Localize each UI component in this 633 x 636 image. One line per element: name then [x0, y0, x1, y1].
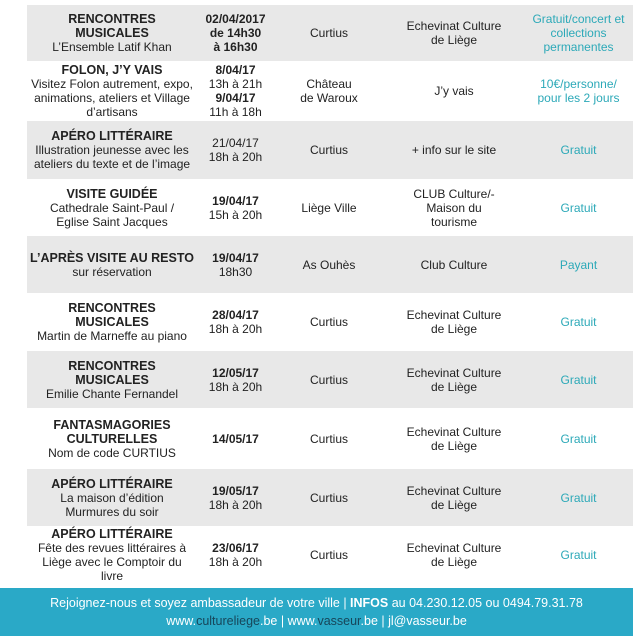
event-description: animations, ateliers et Village: [34, 91, 190, 105]
footer-infos-label: INFOS: [350, 596, 389, 610]
event-description: d’artisans: [86, 105, 138, 119]
date-cell: [197, 527, 274, 583]
date-cell: [197, 294, 274, 350]
event-cell: [27, 62, 197, 120]
event-organizer: J’y vais: [434, 84, 474, 98]
event-place: Château: [306, 77, 352, 91]
table-row: [27, 294, 633, 351]
price-cell: [524, 180, 633, 235]
footer-line-1: [0, 594, 633, 612]
place-cell: [274, 351, 384, 408]
event-price: 10€/personne/: [540, 77, 617, 91]
event-organizer: + info sur le site: [411, 143, 497, 157]
event-description: Martin de Marneffe au piano: [37, 329, 187, 343]
place-cell: [274, 236, 384, 293]
table-row: [27, 121, 633, 180]
event-description: L’Ensemble Latif Khan: [52, 40, 172, 54]
event-title: RENCONTRES MUSICALES: [68, 358, 156, 387]
event-time: 18h à 20h: [208, 555, 263, 569]
event-description: Visitez Folon autrement, expo,: [31, 77, 193, 91]
price-cell: [524, 294, 633, 350]
event-price: pour les 2 jours: [537, 91, 620, 105]
table-row: [27, 469, 633, 527]
event-title: FANTASMAGORIES: [53, 417, 171, 432]
event-time: de 14h30: [209, 26, 262, 40]
footer-banner: [0, 588, 633, 636]
event-time: à 16h30: [213, 40, 258, 54]
event-cell: [27, 409, 197, 468]
place-cell: [274, 527, 384, 583]
event-title: FOLON, J’Y VAIS: [61, 63, 163, 77]
event-time: 15h à 20h: [208, 207, 263, 222]
price-cell: [524, 121, 633, 179]
table-row: [27, 180, 633, 236]
event-place: As Ouhès: [302, 257, 356, 272]
event-place: Curtius: [309, 548, 348, 562]
event-date: 19/05/17: [212, 483, 259, 498]
place-cell: [274, 294, 384, 350]
organizer-cell: [384, 5, 524, 61]
event-place: Curtius: [309, 372, 348, 387]
event-time: 11h à 18h: [209, 105, 262, 119]
organizer-cell: [384, 62, 524, 120]
price-cell: [524, 469, 633, 526]
event-time: 18h30: [218, 264, 253, 279]
event-description: La maison d’édition: [60, 490, 164, 505]
date-cell: [197, 469, 274, 526]
place-cell: [274, 5, 384, 61]
events-table: [27, 5, 633, 584]
footer-tld-1[interactable]: .be | www.: [260, 614, 318, 628]
place-cell: [274, 62, 384, 120]
event-time: 18h à 20h: [208, 150, 263, 164]
event-organizer: de Liège: [430, 322, 478, 336]
event-title: APÉRO LITTÉRAIRE: [51, 527, 173, 541]
event-cell: [27, 294, 197, 350]
event-date: 14/05/17: [212, 431, 259, 446]
event-date: 19/04/17: [212, 250, 259, 265]
date-cell: [197, 121, 274, 179]
price-cell: [524, 409, 633, 468]
event-organizer: Echevinat Culture: [406, 541, 502, 555]
event-description: Murmures du soir: [65, 504, 159, 519]
organizer-cell: [384, 121, 524, 179]
event-cell: [27, 351, 197, 408]
event-title: RENCONTRES MUSICALES: [68, 12, 156, 40]
place-cell: [274, 409, 384, 468]
event-organizer: de Liège: [430, 497, 478, 512]
date-cell: [197, 236, 274, 293]
event-title: L’APRÈS VISITE AU RESTO: [30, 250, 194, 265]
event-title: RENCONTRES MUSICALES: [68, 301, 156, 329]
event-cell: [27, 5, 197, 61]
event-place: Curtius: [309, 490, 348, 505]
event-place: Curtius: [309, 315, 348, 329]
event-organizer: Echevinat Culture: [406, 365, 502, 380]
price-cell: [524, 5, 633, 61]
event-date: 02/04/2017: [205, 12, 266, 26]
event-date: 8/04/17: [215, 63, 256, 77]
event-description: Eglise Saint Jacques: [56, 214, 168, 229]
event-organizer: Echevinat Culture: [406, 424, 502, 439]
price-cell: [524, 62, 633, 120]
event-price: collections: [550, 26, 607, 40]
event-price: Payant: [559, 257, 598, 272]
table-row: [27, 409, 633, 469]
event-organizer: Echevinat Culture: [406, 483, 502, 498]
footer-site-cultureliege[interactable]: cultureliege: [196, 614, 260, 628]
place-cell: [274, 180, 384, 235]
footer-phones: au 04.230.12.05 ou 0494.79.31.78: [388, 596, 583, 610]
table-row: [27, 527, 633, 584]
event-time: 13h à 21h: [208, 77, 263, 91]
event-organizer: tourisme: [430, 214, 477, 229]
organizer-cell: [384, 180, 524, 235]
date-cell: [197, 409, 274, 468]
event-place: Curtius: [309, 143, 348, 157]
event-date: 9/04/17: [215, 91, 256, 105]
event-description: Fête des revues littéraires à: [37, 541, 187, 555]
date-cell: [197, 180, 274, 235]
footer-site-vasseur[interactable]: vasseur: [317, 614, 361, 628]
event-place: Liège Ville: [301, 200, 357, 215]
event-time: 18h à 20h: [208, 322, 263, 336]
event-description: Emilie Chante Fernandel: [45, 386, 179, 401]
date-cell: [197, 351, 274, 408]
event-date: 23/06/17: [212, 541, 259, 555]
event-organizer: Echevinat Culture: [406, 19, 502, 33]
event-cell: [27, 121, 197, 179]
price-cell: [524, 527, 633, 583]
event-title: APÉRO LITTÉRAIRE: [51, 476, 173, 491]
price-cell: [524, 236, 633, 293]
event-price: Gratuit: [560, 315, 597, 329]
event-time: 18h à 20h: [208, 497, 263, 512]
event-date: 21/04/17: [212, 136, 259, 150]
organizer-cell: [384, 236, 524, 293]
event-price: Gratuit: [560, 143, 597, 157]
event-description: Cathedrale Saint-Paul /: [49, 200, 175, 215]
event-price: permanentes: [543, 40, 614, 54]
footer-tld-2[interactable]: .be | jl@vasseur.be: [360, 614, 467, 628]
event-date: 12/05/17: [212, 365, 259, 380]
event-title: APÉRO LITTÉRAIRE: [51, 129, 173, 143]
organizer-cell: [384, 469, 524, 526]
event-title: CULTURELLES: [66, 431, 158, 446]
event-description: ateliers du texte et de l’image: [33, 157, 191, 171]
event-organizer: de Liège: [430, 555, 478, 569]
event-time: 18h à 20h: [208, 379, 263, 394]
table-row: [27, 5, 633, 62]
table-row: [27, 236, 633, 294]
event-price: Gratuit: [560, 431, 597, 446]
event-organizer: Club Culture: [420, 257, 488, 272]
table-row: [27, 62, 633, 121]
event-description: Illustration jeunesse avec les: [35, 143, 189, 157]
table-row: [27, 351, 633, 409]
event-organizer: de Liège: [430, 379, 478, 394]
event-date: 28/04/17: [212, 308, 259, 322]
event-cell: [27, 527, 197, 583]
place-cell: [274, 469, 384, 526]
date-cell: [197, 5, 274, 61]
event-price: Gratuit: [560, 490, 597, 505]
event-cell: [27, 180, 197, 235]
place-cell: [274, 121, 384, 179]
event-description: Nom de code CURTIUS: [48, 445, 176, 460]
event-description: sur réservation: [72, 264, 152, 279]
event-price: Gratuit: [560, 548, 597, 562]
event-organizer: Maison du: [426, 200, 482, 215]
event-place: Curtius: [309, 431, 348, 446]
event-organizer: Echevinat Culture: [406, 308, 502, 322]
event-price: Gratuit: [560, 200, 597, 215]
organizer-cell: [384, 527, 524, 583]
price-cell: [524, 351, 633, 408]
event-price: Gratuit/concert et: [532, 12, 625, 26]
event-price: Gratuit: [560, 372, 597, 387]
date-cell: [197, 62, 274, 120]
event-organizer: de Liège: [430, 438, 478, 453]
event-cell: [27, 469, 197, 526]
event-place: Curtius: [309, 26, 348, 40]
event-place: de Waroux: [300, 91, 358, 105]
event-cell: [27, 236, 197, 293]
footer-line-2[interactable]: [0, 612, 633, 630]
event-date: 19/04/17: [212, 193, 259, 208]
organizer-cell: [384, 409, 524, 468]
event-organizer: de Liège: [430, 33, 478, 47]
event-description: Liège avec le Comptoir du livre: [42, 555, 182, 583]
event-organizer: CLUB Culture/-: [413, 186, 495, 201]
footer-www-1[interactable]: www.: [166, 614, 197, 628]
event-title: VISITE GUIDÉE: [66, 186, 158, 201]
footer-invite-text: Rejoignez-nous et soyez ambassadeur de votre ville |: [50, 596, 351, 610]
organizer-cell: [384, 351, 524, 408]
organizer-cell: [384, 294, 524, 350]
